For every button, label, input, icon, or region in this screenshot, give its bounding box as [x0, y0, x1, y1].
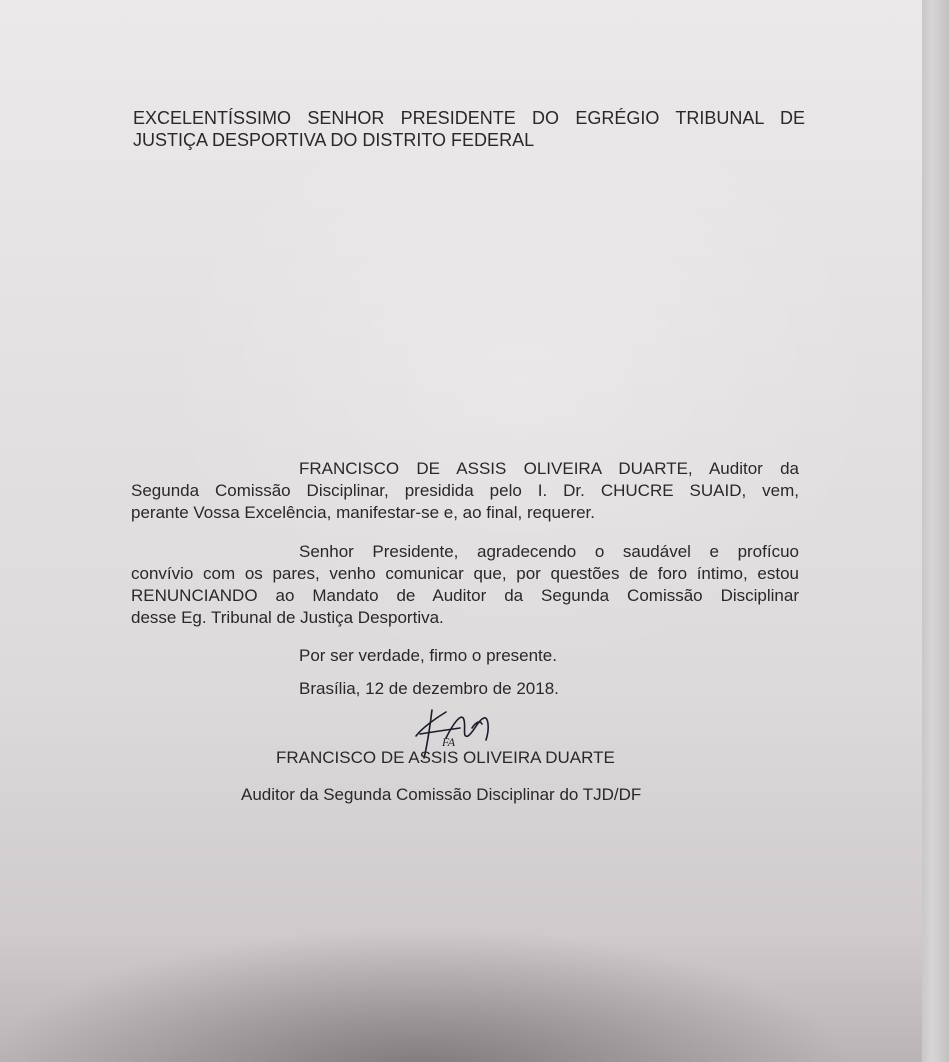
- paragraph-1-line-3: perante Vossa Excelência, manifestar-se e, ao final, requerer.: [131, 503, 595, 522]
- heading-line-2: JUSTIÇA DESPORTIVA DO DISTRITO FEDERAL: [133, 130, 535, 150]
- paragraph-2-line-4: desse Eg. Tribunal de Justiça Desportiva.: [131, 608, 444, 627]
- signatory-name: FRANCISCO DE ASSIS OLIVEIRA DUARTE: [276, 748, 615, 767]
- page-edge-background: [922, 0, 949, 1062]
- document-heading: [133, 107, 805, 151]
- svg-text:FA: FA: [442, 735, 456, 749]
- paragraph-2-line-1: Senhor Presidente, agradecendo o saudável e profícuo: [299, 542, 799, 561]
- place-and-date: Brasília, 12 de dezembro de 2018.: [299, 679, 559, 698]
- paragraph-1-line-1: FRANCISCO DE ASSIS OLIVEIRA DUARTE, Auditor da: [299, 459, 799, 478]
- paragraph-2-line-2: convívio com os pares, venho comunicar que, por questões de foro íntimo, estou: [131, 564, 799, 583]
- paragraph-introduction: [131, 458, 799, 524]
- paragraph-1-line-2: Segunda Comissão Disciplinar, presidida pelo I. Dr. CHUCRE SUAID, vem,: [131, 481, 799, 500]
- signatory-title: Auditor da Segunda Comissão Disciplinar do TJD/DF: [241, 785, 642, 804]
- heading-line-1: EXCELENTÍSSIMO SENHOR PRESIDENTE DO EGRÉGIO TRIBUNAL DE: [133, 108, 805, 128]
- paragraph-resignation: [131, 541, 799, 629]
- closing-statement: Por ser verdade, firmo o presente.: [299, 646, 557, 665]
- paragraph-2-line-3: RENUNCIANDO ao Mandato de Auditor da Segunda Comissão Disciplinar: [131, 586, 799, 605]
